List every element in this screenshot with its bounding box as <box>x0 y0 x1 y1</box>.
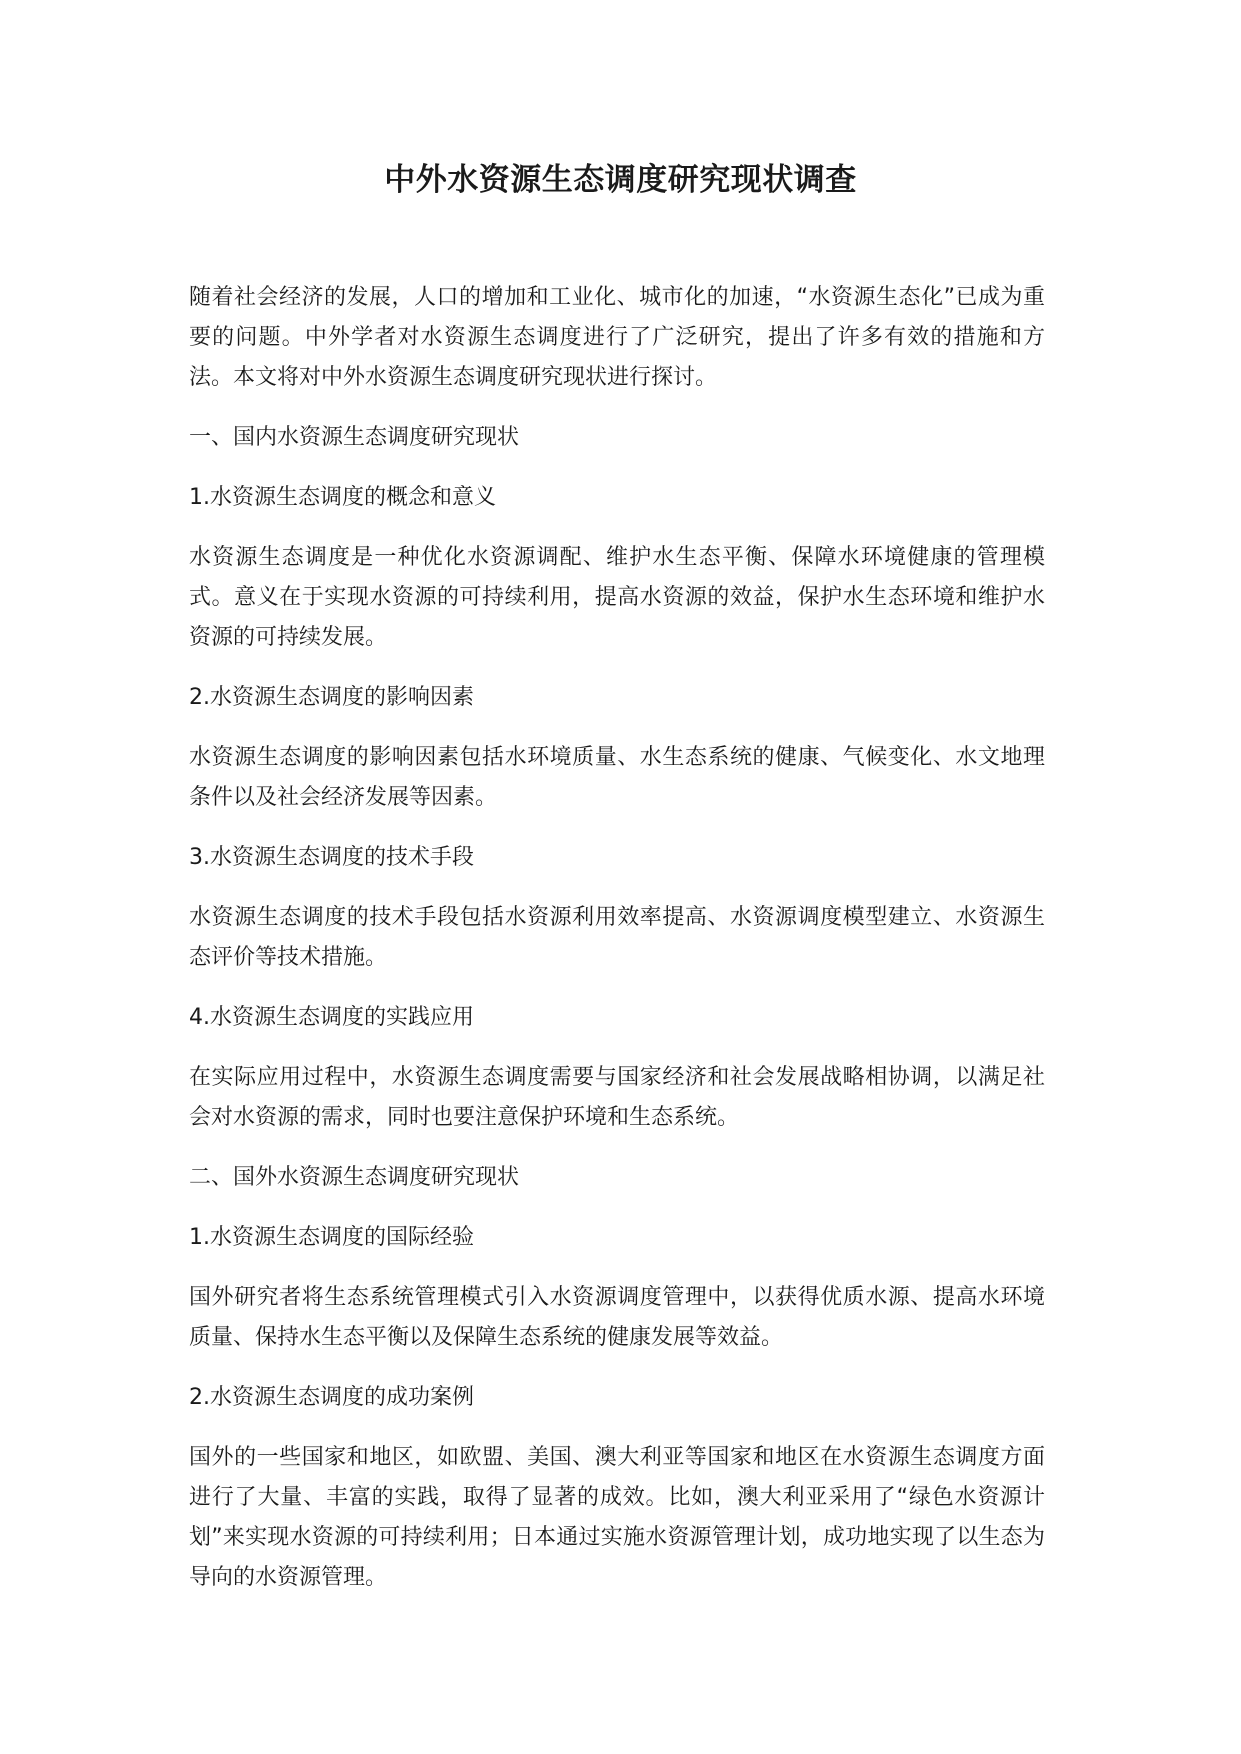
section-1-sub-1-text: 水资源生态调度是一种优化水资源调配、维护水生态平衡、保障水环境健康的管理模式。意义在于实现水资源的可持续利用，提高水资源的效益，保护水生态环境和维护水资源的可持续发展。 <box>189 545 1045 650</box>
section-2-heading: 二、国外水资源生态调度研究现状 <box>189 1165 520 1190</box>
section-2-sub-2-heading: 2.水资源生态调度的成功案例 <box>189 1385 474 1410</box>
section-1-sub-4-heading: 4.水资源生态调度的实践应用 <box>189 1005 474 1030</box>
section-1-sub-2-heading: 2.水资源生态调度的影响因素 <box>189 685 474 710</box>
section-2-sub-2-text: 国外的一些国家和地区，如欧盟、美国、澳大利亚等国家和地区在水资源生态调度方面进行了大量、丰富的实践，取得了显著的成效。比如，澳大利亚采用了“绿色水资源计划”来实现水资源的可持续利用；日本通过实施水资源管理计划，成功地实现了以生态为导向的水资源管理。 <box>189 1445 1045 1590</box>
section-1-sub-3-heading: 3.水资源生态调度的技术手段 <box>189 845 474 870</box>
section-1-sub-4-text: 在实际应用过程中，水资源生态调度需要与国家经济和社会发展战略相协调，以满足社会对水资源的需求，同时也要注意保护环境和生态系统。 <box>189 1065 1045 1130</box>
section-1-sub-3-text: 水资源生态调度的技术手段包括水资源利用效率提高、水资源调度模型建立、水资源生态评价等技术措施。 <box>189 905 1045 970</box>
section-2-sub-1-heading: 1.水资源生态调度的国际经验 <box>189 1225 474 1250</box>
section-1-heading: 一、国内水资源生态调度研究现状 <box>189 425 520 450</box>
section-1-sub-2-text: 水资源生态调度的影响因素包括水环境质量、水生态系统的健康、气候变化、水文地理条件以及社会经济发展等因素。 <box>189 745 1045 810</box>
intro-paragraph: 随着社会经济的发展，人口的增加和工业化、城市化的加速，“水资源生态化”已成为重要的问题。中外学者对水资源生态调度进行了广泛研究，提出了许多有效的措施和方法。本文将对中外水资源生态调度研究现状进行探讨。 <box>189 285 1045 390</box>
document-title: 中外水资源生态调度研究现状调查 <box>384 162 857 198</box>
section-2-sub-1-text: 国外研究者将生态系统管理模式引入水资源调度管理中，以获得优质水源、提高水环境质量、保持水生态平衡以及保障生态系统的健康发展等效益。 <box>189 1285 1045 1350</box>
section-1-sub-1-heading: 1.水资源生态调度的概念和意义 <box>189 485 496 510</box>
